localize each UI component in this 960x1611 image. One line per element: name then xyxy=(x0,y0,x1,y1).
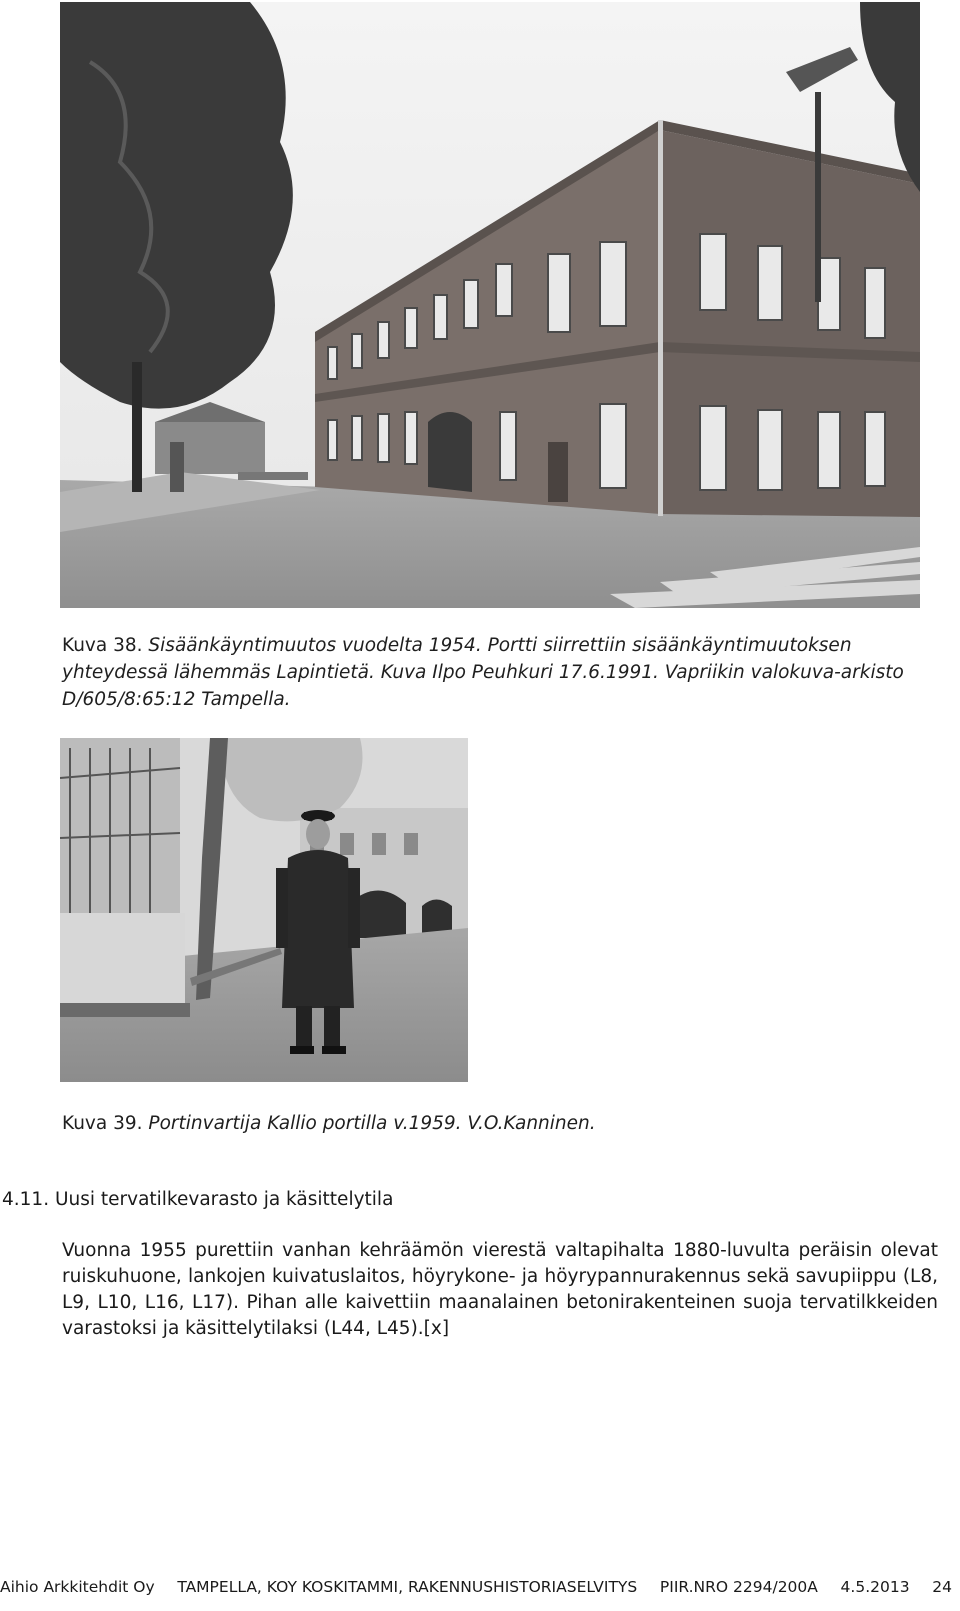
page-footer xyxy=(0,1576,952,1598)
caption-label: Kuva 38. xyxy=(62,635,143,656)
footer-reference: PIIR.NRO 2294/200A xyxy=(659,1578,818,1596)
footer-document-title: TAMPELLA, KOY KOSKITAMMI, RAKENNUSHISTORIASELVITYS xyxy=(177,1578,638,1596)
footer-page-number: 24 xyxy=(932,1578,952,1596)
photo-gatekeeper xyxy=(60,738,468,1082)
footer-company: Aihio Arkkitehdit Oy xyxy=(0,1578,155,1596)
figure-caption-38 xyxy=(62,632,942,713)
footer-date: 4.5.2013 xyxy=(840,1578,910,1596)
caption-label: Kuva 39. xyxy=(62,1113,143,1134)
figure-caption-39 xyxy=(62,1110,862,1137)
section-heading: 4.11. Uusi tervatilkevarasto ja käsittelytila xyxy=(2,1189,394,1210)
caption-text: Sisäänkäyntimuutos vuodelta 1954. Portti siirrettiin sisäänkäyntimuutoksen yhteydessä lähemmäs Lapintietä. Kuva Ilpo Peuhkuri 17.6.1991. Vapriikin valokuva-arkisto D/605/8:65:12 Tampella. xyxy=(62,635,904,710)
photo-brick-building xyxy=(60,2,920,608)
body-paragraph: Vuonna 1955 purettiin vanhan kehräämön vierestä valtapihalta 1880-luvulta peräisin olevat ruiskuhuone, lankojen kuivatuslaitos, höyrykone- ja höyrypannurakennus sekä savupiippu (L8, L9, L10, L16, L17). Pihan alle kaivettiin maanalainen betonirakenteinen suoja tervatilkkeiden varastoksi ja käsittelytilaksi (L44, L45).[x] xyxy=(62,1240,938,1339)
caption-text: Portinvartija Kallio portilla v.1959. V.O.Kanninen. xyxy=(148,1113,596,1134)
